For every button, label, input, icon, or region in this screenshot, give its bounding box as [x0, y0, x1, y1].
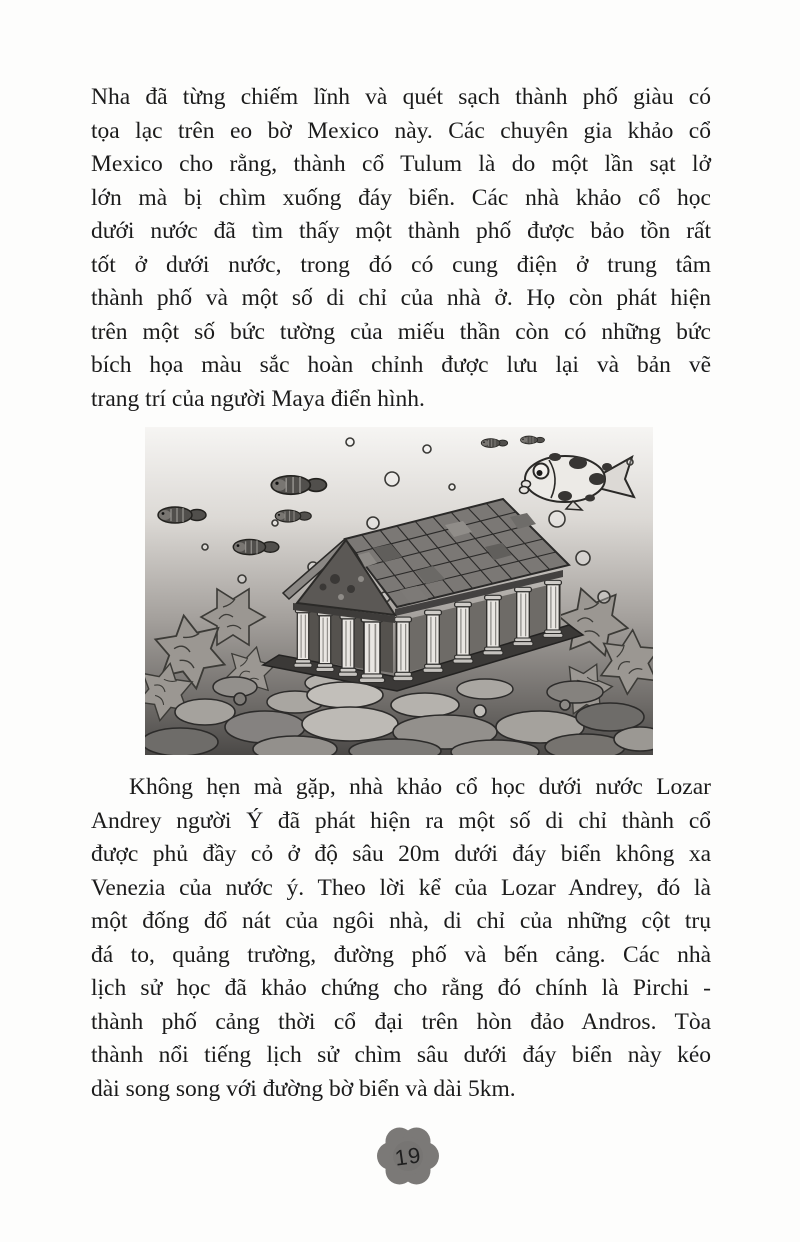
- text-line: tốt ở dưới nước, trong đó có cung điện ở trung tâm: [91, 251, 711, 278]
- text-line: Không hẹn mà gặp, nhà khảo cổ học dưới nước Lozar: [129, 774, 711, 800]
- text-line: lớn mà bị chìm xuống đáy biển. Các nhà khảo cổ học: [91, 184, 711, 211]
- text-line: được phủ đầy cỏ ở độ sâu 20m dưới đáy biển không xa: [91, 841, 711, 867]
- text-line: trên một số bức tường của miếu thần còn có những bức: [91, 318, 711, 345]
- small-fish-icon: [521, 436, 545, 444]
- text-line: đá to, quảng trường, đường phố và bến cảng. Các nhà: [91, 941, 711, 968]
- small-fish-icon: [233, 539, 279, 554]
- small-fish-icon: [271, 476, 326, 494]
- text-line: thành phố cảng thời cổ đại trên hòn đảo Andros. Tòa: [91, 1008, 711, 1035]
- text-line: trang trí của người Maya điển hình.: [91, 385, 425, 412]
- text-line: một đống đổ nát của ngôi nhà, di chỉ của những cột trụ: [91, 908, 711, 934]
- underwater-temple-illustration: [145, 427, 653, 755]
- text-line: bích họa màu sắc hoàn chỉnh được lưu lại và bản vẽ: [91, 352, 711, 378]
- text-line: lịch sử học đã khảo chứng cho rằng đó chính là Pirchi -: [91, 975, 711, 1001]
- text-line: Andrey người Ý đã phát hiện ra một số di chỉ thành cổ: [91, 807, 711, 834]
- page-number: 19: [393, 1142, 423, 1171]
- small-fish-icon: [275, 510, 311, 522]
- text-line: thành nổi tiếng lịch sử chìm sâu dưới đáy biển này kéo: [91, 1042, 711, 1068]
- page-number-badge: [372, 1121, 444, 1193]
- text-line: Mexico cho rằng, thành cổ Tulum là do một lần sạt lở: [91, 151, 711, 177]
- small-fish-icon: [481, 439, 507, 448]
- paragraph-2: [91, 771, 711, 1106]
- text-line: Nha đã từng chiếm lĩnh và quét sạch thành phố giàu có: [91, 84, 711, 110]
- paragraph-1: [91, 81, 711, 416]
- small-fish-icon: [158, 507, 206, 523]
- text-line: tọa lạc trên eo bờ Mexico này. Các chuyên gia khảo cổ: [91, 117, 711, 144]
- text-line: dài song song với đường bờ biển và dài 5km.: [91, 1075, 516, 1102]
- text-line: dưới nước đã tìm thấy một thành phố được bảo tồn rất: [91, 218, 711, 244]
- text-line: thành phố và một số di chỉ của nhà ở. Họ còn phát hiện: [91, 285, 711, 311]
- text-line: Venezia của nước ý. Theo lời kể của Lozar Andrey, đó là: [91, 874, 711, 901]
